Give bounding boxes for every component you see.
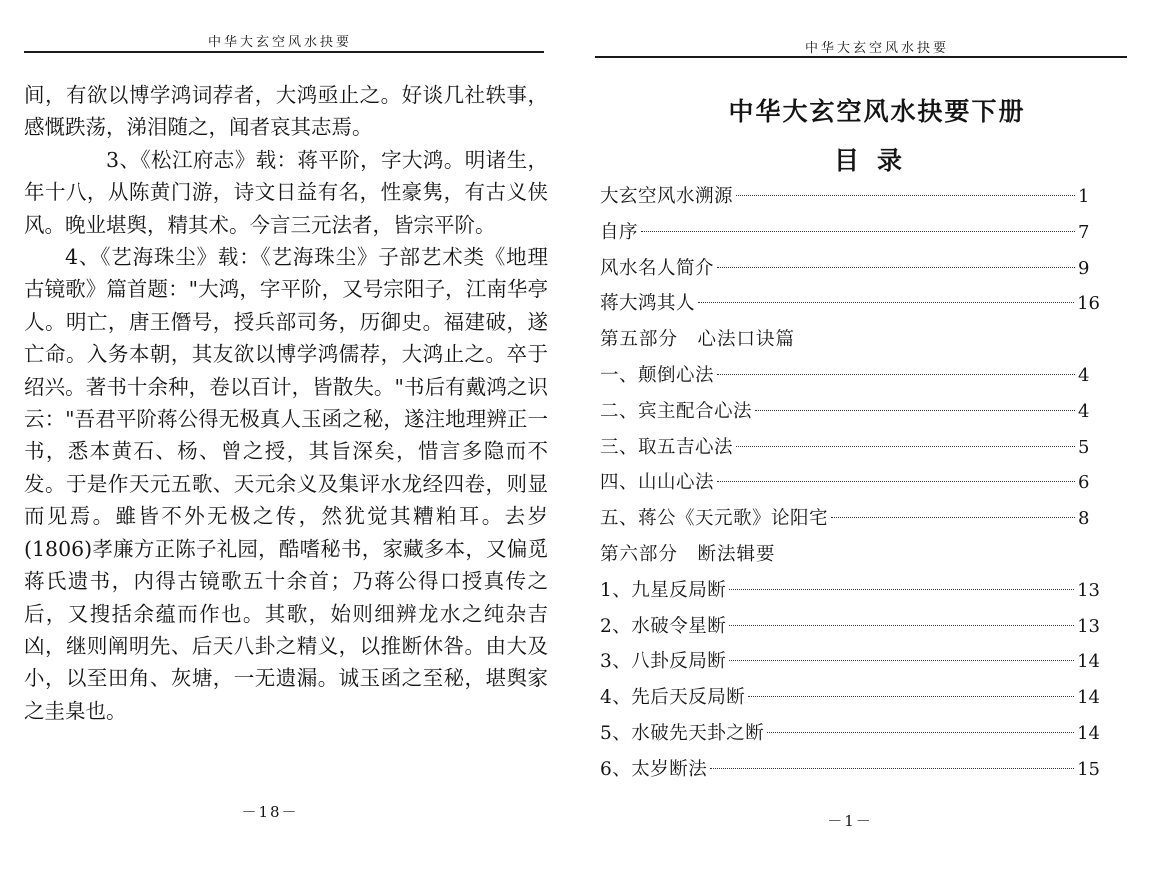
toc-dot-leader — [736, 195, 1075, 196]
toc-entry — [600, 218, 1100, 254]
toc-entry — [600, 719, 1100, 755]
header-rule — [595, 56, 1127, 58]
toc-entry — [600, 182, 1100, 218]
toc-entry-label: 第六部分 断法辑要 — [600, 543, 776, 565]
toc-dot-leader — [729, 589, 1074, 590]
body-text — [24, 79, 548, 727]
toc-entry-label: 风水名人简介 — [600, 257, 715, 279]
toc-dot-leader — [717, 374, 1075, 375]
toc-entry — [600, 254, 1100, 290]
toc-dot-leader — [748, 696, 1074, 697]
toc-entry-page: 7 — [1078, 221, 1090, 243]
toc-entry-label: 第五部分 心法口诀篇 — [600, 329, 796, 351]
toc-entry — [600, 755, 1100, 791]
toc-entry-label: 2、水破令星断 — [600, 615, 727, 637]
toc-entry-label: 蒋大鸿其人 — [600, 293, 696, 315]
paragraph: 间，有欲以博学鸿词荐者，大鸿亟止之。好谈几社轶事，感慨跌荡，涕泪随之，闻者哀其志焉。 — [24, 83, 548, 140]
toc-entry — [600, 397, 1100, 433]
page-number: －18－ — [241, 803, 299, 821]
toc-entry-label: 大玄空风水溯源 — [600, 186, 734, 207]
toc-dot-leader — [831, 517, 1075, 518]
toc-dot-leader — [710, 768, 1074, 769]
toc-entry-page: 9 — [1078, 257, 1090, 279]
toc-entry-page: 14 — [1077, 722, 1100, 744]
toc-dot-leader — [717, 267, 1075, 268]
toc-entry-label: 三、取五吉心法 — [600, 436, 734, 458]
toc-entry-label: 自序 — [600, 221, 639, 243]
toc-entry-page: 4 — [1078, 400, 1090, 422]
toc-entry — [600, 504, 1100, 540]
right-page — [585, 0, 1169, 870]
page-number: －1－ — [827, 812, 873, 830]
toc-dot-leader — [641, 231, 1075, 232]
table-of-contents — [600, 182, 1100, 791]
toc-entry-page: 8 — [1078, 508, 1090, 530]
toc-entry-label: 5、水破先天卦之断 — [600, 722, 765, 744]
book-title: 中华大玄空风水抉要下册 — [728, 97, 1026, 126]
toc-entry-page: 1 — [1078, 186, 1090, 207]
toc-entry-page: 16 — [1077, 293, 1100, 315]
toc-dot-leader — [729, 660, 1074, 661]
toc-entry-page: 15 — [1077, 758, 1100, 780]
toc-entry-page: 13 — [1077, 615, 1100, 637]
toc-entry-page: 13 — [1077, 579, 1100, 601]
toc-dot-leader — [755, 410, 1075, 411]
toc-entry — [600, 433, 1100, 469]
toc-section-heading — [600, 325, 1100, 361]
toc-dot-leader — [736, 446, 1075, 447]
toc-entry — [600, 361, 1100, 397]
running-head: 中华大玄空风水抉要 — [207, 35, 352, 50]
toc-entry — [600, 468, 1100, 504]
toc-entry — [600, 289, 1100, 325]
toc-entry — [600, 683, 1100, 719]
toc-entry-label: 四、山山心法 — [600, 472, 715, 494]
toc-dot-leader — [717, 481, 1075, 482]
toc-entry-label: 五、蒋公《天元歌》论阳宅 — [600, 508, 829, 530]
paragraph: 4、《艺海珠尘》载：《艺海珠尘》子部艺术类《地理古镜歌》篇首题："大鸿，字平阶，又号宗阳子，江南华亭人。明亡，唐王僭号，授兵部司务，历御史。福建破，遂亡命。入务本朝，其友欲以博学鸿儒荐，大鸿止之。卒于绍兴。著书十余种，卷以百计，皆散失。"书后有戴鸿之识云："吾君平阶蒋公得无极真人玉函之秘，遂注地理辨正一书，悉本黄石、杨、曾之授，其旨深矣，惜言多隐而不发。于是作天元五歌、天元余义及集评水龙经四卷，则显而见焉。雖皆不外无极之传，然犹觉其糟粕耳。去岁(1806)孝廉方正陈子礼园，酷嗜秘书，家藏多本，又偏觅蒋氏遗书，内得古镜歌五十余首；乃蒋公得口授真传之后，又搜括余蕴而作也。其歌，始则细辨龙水之纯杂吉凶，继则阐明先、后天八卦之精义，以推断休咎。由大及小，以至田角、灰塘，一无遗漏。诚玉函之至秘，堪舆家之圭臬也。 — [24, 245, 548, 723]
toc-entry — [600, 647, 1100, 683]
toc-entry-label: 1、九星反局断 — [600, 579, 727, 601]
toc-entry — [600, 612, 1100, 648]
toc-entry-page: 4 — [1078, 364, 1090, 386]
toc-entry-page: 5 — [1078, 436, 1090, 458]
toc-entry-page: 6 — [1078, 472, 1090, 494]
left-page — [0, 0, 560, 870]
toc-entry — [600, 576, 1100, 612]
toc-entry-label: 6、太岁断法 — [600, 758, 708, 780]
toc-entry-label: 3、八卦反局断 — [600, 651, 727, 673]
toc-dot-leader — [729, 625, 1074, 626]
toc-entry-label: 二、宾主配合心法 — [600, 400, 753, 422]
header-rule — [24, 51, 544, 53]
toc-dot-leader — [767, 732, 1074, 733]
paragraph: 3、《松江府志》载：蒋平阶，字大鸿。明诸生，年十八，从陈黄门游，诗文日益有名，性豪隽，有古义侠风。晚业堪舆，精其术。今言三元法者，皆宗平阶。 — [24, 147, 548, 237]
toc-heading: 目录 — [833, 146, 920, 175]
toc-entry-page: 14 — [1077, 687, 1100, 709]
toc-section-heading — [600, 540, 1100, 576]
toc-entry-label: 4、先后天反局断 — [600, 687, 746, 709]
toc-dot-leader — [698, 302, 1074, 303]
toc-entry-label: 一、颠倒心法 — [600, 364, 715, 386]
toc-entry-page: 14 — [1077, 651, 1100, 673]
running-head: 中华大玄空风水抉要 — [804, 41, 949, 56]
